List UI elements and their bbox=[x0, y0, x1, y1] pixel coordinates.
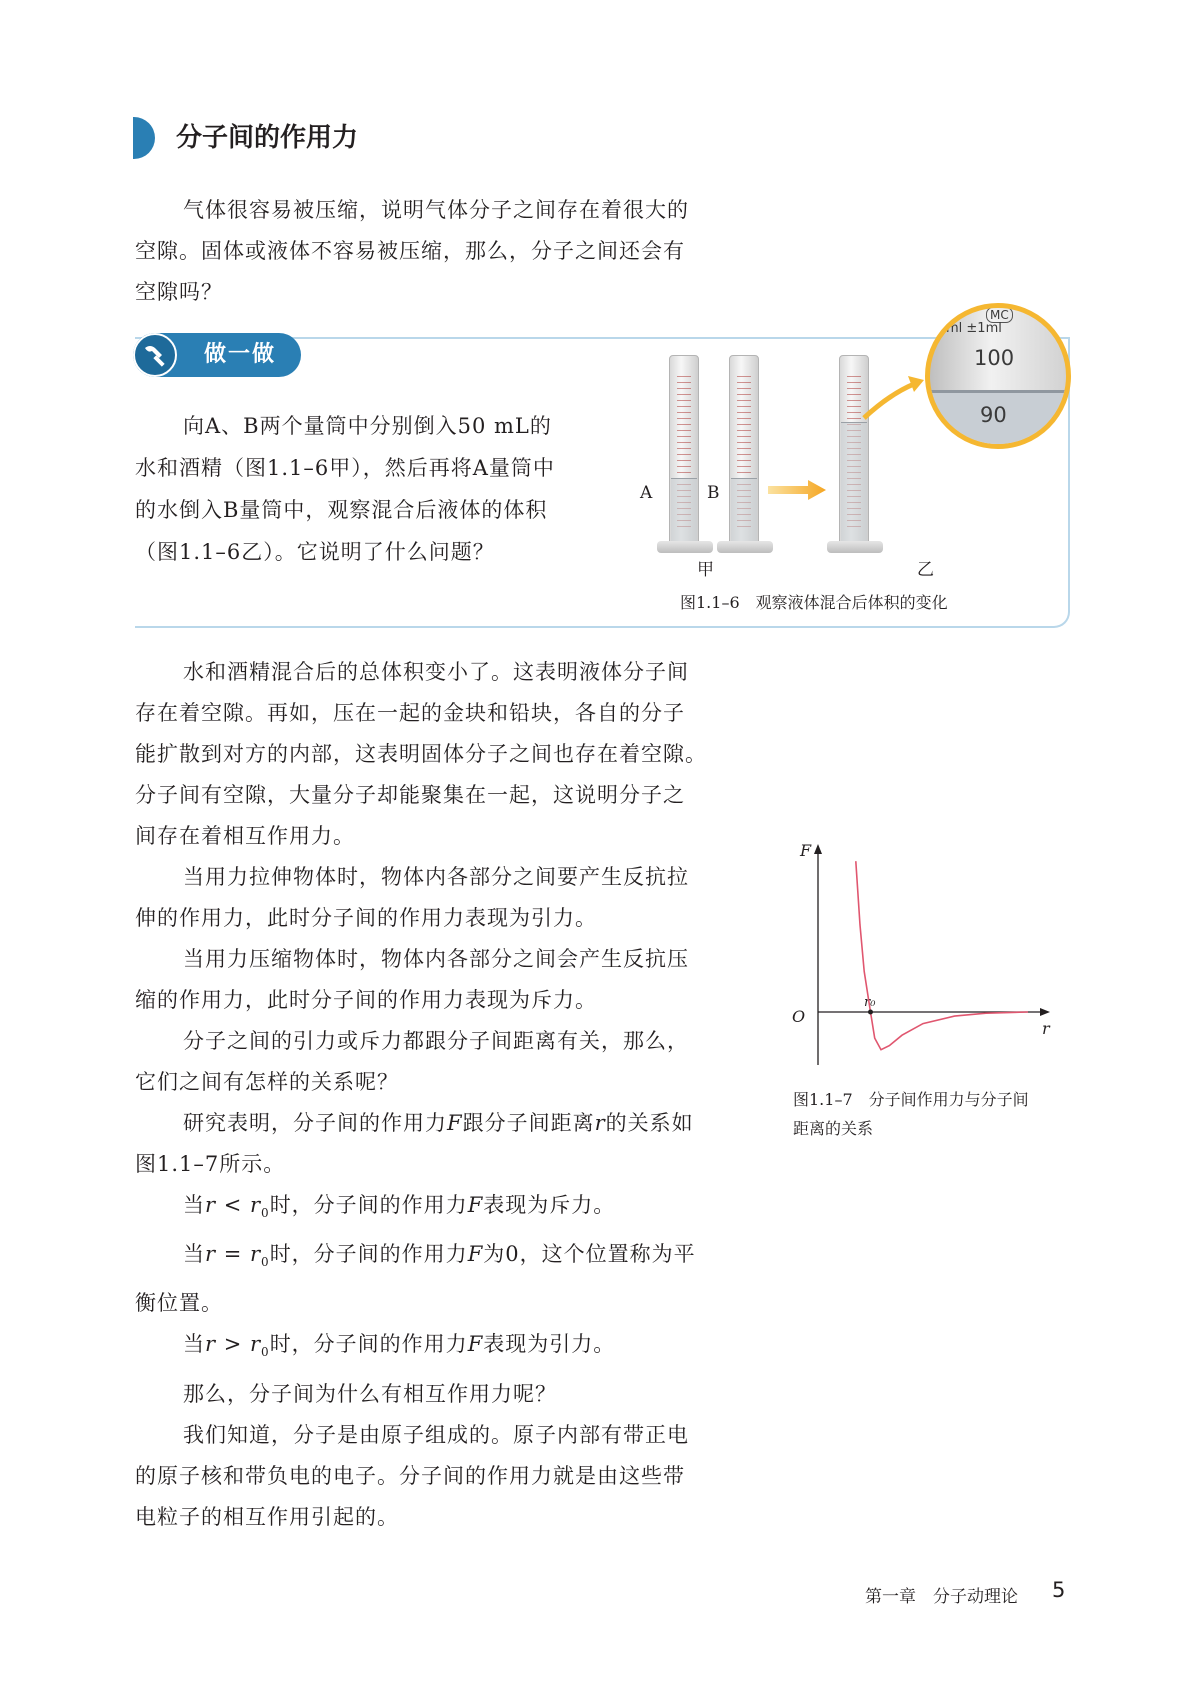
caption-line: 图1.1–7 分子间作用力与分子间 bbox=[793, 1090, 1029, 1109]
intro-paragraph bbox=[135, 190, 760, 313]
text-line: 电粒子的相互作用引起的。 bbox=[135, 1504, 399, 1529]
main-text bbox=[135, 652, 760, 1538]
x-axis-arrow bbox=[1040, 1008, 1050, 1016]
text-line: 缩的作用力，此时分子间的作用力表现为斥力。 bbox=[135, 988, 597, 1012]
text-line: 那么，分子间为什么有相互作用力呢？ bbox=[183, 1381, 557, 1406]
intro-line: 空隙吗？ bbox=[135, 280, 223, 304]
label-jia: 甲 bbox=[697, 560, 714, 580]
text-line: 当用力拉伸物体时，物体内各部分之间要产生反抗拉 bbox=[183, 865, 689, 889]
zoom-90: 90 bbox=[980, 403, 1007, 427]
activity-line: 水和酒精（图1.1–6甲），然后再将A量筒中 bbox=[135, 456, 555, 480]
activity-line: 向A、B两个量筒中分别倒入50 mL的 bbox=[183, 414, 552, 438]
footer-chapter: 第一章 分子动理论 bbox=[865, 1587, 1018, 1607]
text-line: 研究表明，分子间的作用力F跟分子间距离r的关系如 bbox=[183, 1111, 694, 1135]
activity-line: 的水倒入B量筒中，观察混合后液体的体积 bbox=[135, 498, 548, 522]
caption-line: 距离的关系 bbox=[793, 1119, 874, 1138]
figure-1-1-6-caption: 图1.1–6 观察液体混合后体积的变化 bbox=[680, 593, 948, 612]
text-line: 存在着空隙。再如，压在一起的金块和铅块，各自的分子 bbox=[135, 701, 685, 725]
zoom-brand: MC bbox=[986, 307, 1013, 323]
label-yi: 乙 bbox=[917, 560, 934, 580]
force-distance-chart bbox=[780, 840, 1060, 1070]
zoom-unit: ml ±1ml bbox=[946, 321, 1002, 336]
intro-line: 空隙。固体或液体不容易被压缩，那么，分子之间还会有 bbox=[135, 239, 685, 263]
text-line: 衡位置。 bbox=[135, 1291, 223, 1316]
y-axis-arrow bbox=[814, 844, 822, 854]
condition-attraction: 当$r > r_0$时，分子间的作用力F表现为引力。 bbox=[183, 1332, 616, 1360]
cylinder-a bbox=[655, 355, 715, 555]
condition-repulsion: 当$r < r_0$时，分子间的作用力F表现为斥力。 bbox=[183, 1193, 616, 1221]
zoom-100: 100 bbox=[974, 346, 1015, 370]
page-number: 5 bbox=[1052, 1578, 1066, 1602]
text-line: 间存在着相互作用力。 bbox=[135, 824, 355, 848]
text-line: 水和酒精混合后的总体积变小了。这表明液体分子间 bbox=[183, 660, 689, 684]
activity-text bbox=[135, 405, 615, 573]
text-line: 分子之间的引力或斥力都跟分子间距离有关，那么， bbox=[183, 1029, 689, 1053]
label-b: B bbox=[707, 483, 720, 503]
label-a: A bbox=[640, 483, 653, 503]
text-line: 能扩散到对方的内部，这表明固体分子之间也存在着空隙。 bbox=[135, 742, 707, 766]
r0-label: r₀ bbox=[864, 995, 876, 1010]
section-title: 分子间的作用力 bbox=[176, 123, 359, 153]
text-line: 我们知道，分子是由原子组成的。原子内部有带正电 bbox=[183, 1422, 689, 1447]
heading-marker bbox=[133, 117, 155, 159]
x-axis-label: r bbox=[1042, 1019, 1050, 1038]
text-line: 的原子核和带负电的电子。分子间的作用力就是由这些带 bbox=[135, 1463, 685, 1488]
r0-point bbox=[868, 1010, 873, 1015]
activity-label: 做一做 bbox=[204, 342, 277, 367]
y-axis-label: F bbox=[800, 841, 812, 860]
zoom-circle bbox=[925, 303, 1071, 449]
zoom-pointer-arrow bbox=[862, 372, 928, 422]
text-line: 图1.1–7所示。 bbox=[135, 1152, 286, 1176]
text-line: 它们之间有怎样的关系呢？ bbox=[135, 1070, 399, 1094]
text-line: 分子间有空隙，大量分子却能聚集在一起，这说明分子之 bbox=[135, 783, 685, 807]
activity-line: （图1.1–6乙）。它说明了什么问题？ bbox=[135, 540, 495, 564]
text-line: 当用力压缩物体时，物体内各部分之间会产生反抗压 bbox=[183, 947, 689, 971]
cylinder-b bbox=[715, 355, 775, 555]
figure-1-1-7-caption bbox=[793, 1085, 1093, 1143]
hammer-icon bbox=[133, 333, 177, 377]
origin-label: O bbox=[792, 1007, 806, 1026]
text-line: 伸的作用力，此时分子间的作用力表现为引力。 bbox=[135, 906, 597, 930]
condition-equilibrium: 当$r = r_0$时，分子间的作用力F为0，这个位置称为平 bbox=[183, 1242, 696, 1270]
arrow-right-icon bbox=[768, 478, 828, 502]
force-curve bbox=[856, 861, 1028, 1049]
intro-line: 气体很容易被压缩，说明气体分子之间存在着很大的 bbox=[183, 198, 689, 222]
